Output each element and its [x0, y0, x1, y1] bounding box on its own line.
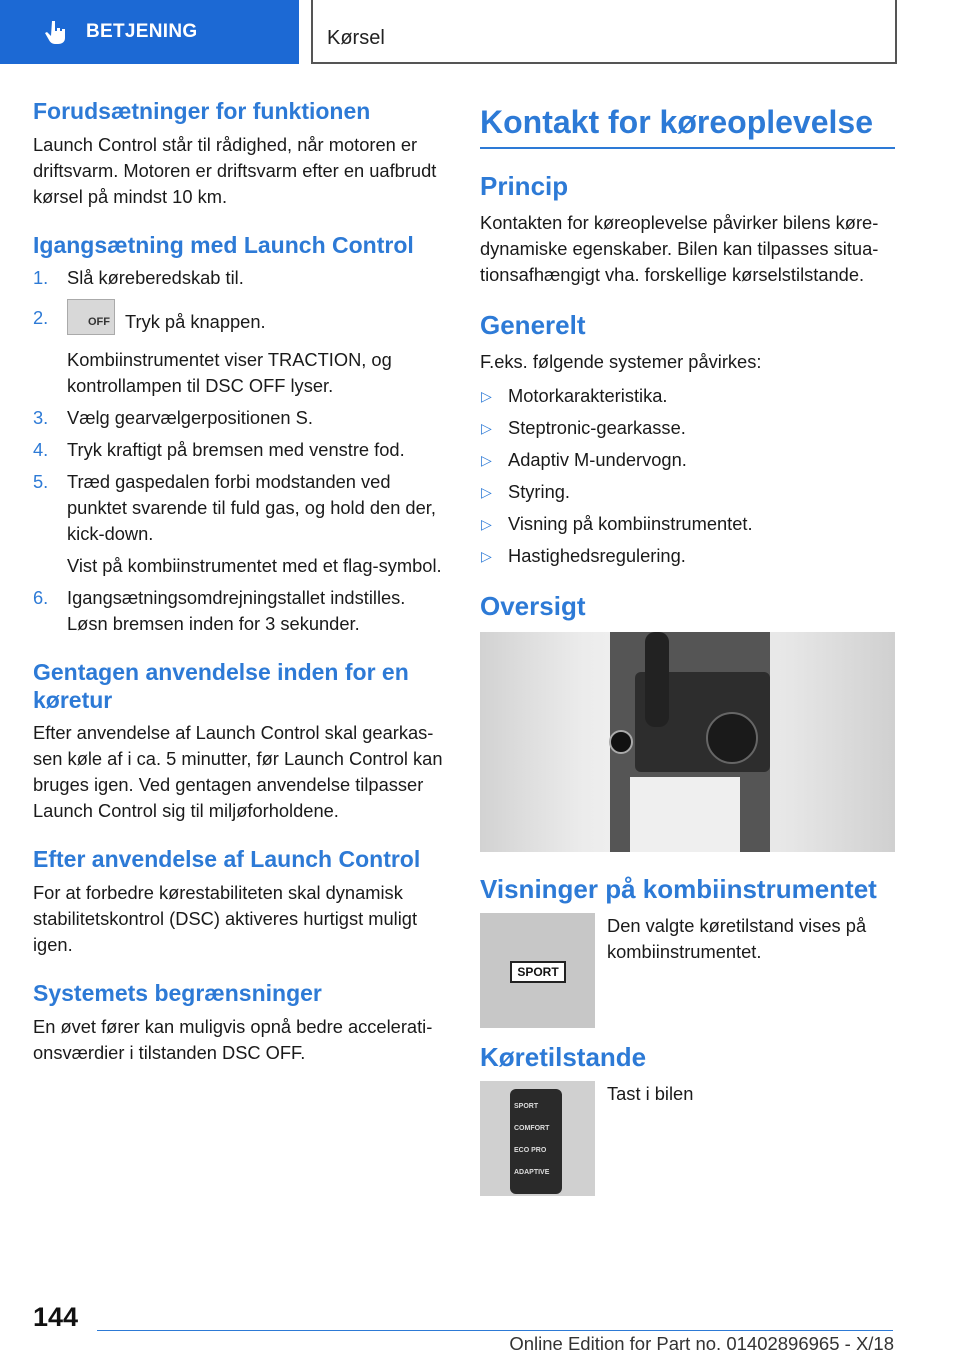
- step-item: 3. Vælg gearvælgerpositionen S.: [33, 407, 313, 429]
- mode-label: COMFORT: [514, 1125, 550, 1132]
- section-tab[interactable]: [0, 0, 299, 64]
- mode-label: ADAPTIVE: [514, 1169, 550, 1176]
- mode-label: ECO PRO: [514, 1147, 547, 1154]
- step-item: 4. Tryk kraftigt på bremsen med venstre fod.: [33, 439, 405, 461]
- mode-label: SPORT: [514, 1103, 539, 1110]
- launch-heading: Igangsætning med Launch Control: [33, 231, 414, 258]
- step-item: 2. OFF Tryk på knappen. Kombiinstrumentet viser TRACTION, og kontrollampen til DSC OFF lyser.: [33, 305, 448, 399]
- dsc-off-button-icon: OFF: [67, 299, 115, 335]
- modes-section: [480, 1042, 895, 1196]
- list-item: ▷ Steptronic-gearkasse.: [480, 415, 895, 441]
- displays-section: [480, 874, 895, 1028]
- launch-steps: [33, 265, 448, 637]
- right-column: [480, 104, 895, 1218]
- triangle-bullet-icon: ▷: [481, 452, 492, 468]
- prerequisites-text: Launch Control står til rådighed, når motoren er driftsvarm. Motoren er driftsvarm efter en uafbrudt kørsel på mindst 10 km.: [33, 133, 437, 207]
- principle-section: [480, 171, 895, 288]
- overview-heading: Oversigt: [480, 591, 586, 621]
- step-item: 1. Slå køreberedskab til.: [33, 267, 244, 289]
- after-heading: Efter anvendelse af Launch Control: [33, 846, 421, 873]
- page-number: 144: [33, 1302, 79, 1332]
- limits-section: [33, 980, 448, 1066]
- sport-badge: SPORT: [510, 961, 566, 983]
- repeat-section: [33, 659, 448, 824]
- displays-heading: Visninger på kombiinstrumentet: [480, 874, 877, 904]
- sport-display-image: [480, 913, 595, 1028]
- list-item: ▷ Styring.: [480, 479, 895, 505]
- limits-heading: Systemets begrænsninger: [33, 979, 322, 1006]
- section-title: BETJENING: [86, 21, 198, 42]
- list-item: ▷ Visning på kombiinstrumentet.: [480, 511, 895, 537]
- triangle-bullet-icon: ▷: [481, 484, 492, 500]
- chapter-header: [311, 0, 897, 64]
- triangle-bullet-icon: ▷: [481, 420, 492, 436]
- list-item: ▷ Hastighedsregulering.: [480, 543, 895, 569]
- prerequisites-heading: Forudsætninger for funktionen: [33, 98, 371, 124]
- step-item: 6. Igangsætningsomdrejningstallet indstilles. Løsn bremsen inden for 3 sekunder.: [33, 587, 406, 635]
- after-section: [33, 846, 448, 958]
- hand-pointer-icon: [42, 18, 70, 46]
- footer-divider: [97, 1330, 893, 1331]
- limits-text: En øvet fører kan muligvis opnå bedre accelerationsværdier i tilstanden DSC OFF.: [33, 1015, 433, 1063]
- list-item: ▷ Adaptiv M-undervogn.: [480, 447, 895, 473]
- affected-systems-list: [480, 383, 895, 569]
- launch-section: [33, 232, 448, 638]
- center-console-image: [480, 632, 895, 852]
- edition-footer: Online Edition for Part no. 01402896965 - X/18: [509, 1333, 894, 1354]
- general-heading: Generelt: [480, 310, 586, 340]
- principle-text: Kontakten for køreoplevelse påvirker bilens køredynamiske egenskaber. Bilen kan tilpasses situationsafhængigt vha. forskellige kørselstilstande.: [480, 212, 879, 285]
- modes-heading: Køretilstande: [480, 1042, 647, 1072]
- left-column: [33, 98, 448, 1088]
- displays-text: Den valgte køretilstand vises på kombiinstrumentet.: [607, 915, 867, 962]
- principle-heading: Princip: [480, 171, 569, 201]
- triangle-bullet-icon: ▷: [481, 548, 492, 564]
- overview-section: [480, 591, 895, 852]
- prerequisites-section: [33, 98, 448, 210]
- triangle-bullet-icon: ▷: [481, 516, 492, 532]
- general-intro: F.eks. følgende systemer påvirkes:: [480, 351, 762, 372]
- repeat-text: Efter anvendelse af Launch Control skal gearkassen køle af i ca. 5 minutter, før Launch Control kan bruges igen. Ved gentagen anvendelse tilpasser Launch Control sig til miljøforholdene.: [33, 722, 443, 822]
- mode-buttons-image: [480, 1081, 595, 1196]
- page-title: Kontakt for køreoplevelse: [480, 104, 895, 149]
- step-item: 5. Træd gaspedalen forbi modstanden ved punktet svarende til fuld gas, og hold den der, kick-down. Vist på kombiinstrumentet med et flag-symbol.: [33, 471, 442, 577]
- repeat-heading: Gentagen anvendelse inden for en køretur: [33, 659, 409, 713]
- controller-knob-icon: [706, 712, 758, 764]
- general-section: [480, 310, 895, 569]
- list-item: ▷ Motorkarakteristika.: [480, 383, 895, 409]
- modes-text: Tast i bilen: [607, 1083, 694, 1104]
- after-text: For at forbedre kørestabiliteten skal dynamisk stabilitetskontrol (DSC) aktiveres hurtigst muligt igen.: [33, 881, 418, 955]
- triangle-bullet-icon: ▷: [481, 388, 492, 404]
- chapter-title: Kørsel: [327, 27, 385, 49]
- start-stop-icon: [609, 730, 633, 754]
